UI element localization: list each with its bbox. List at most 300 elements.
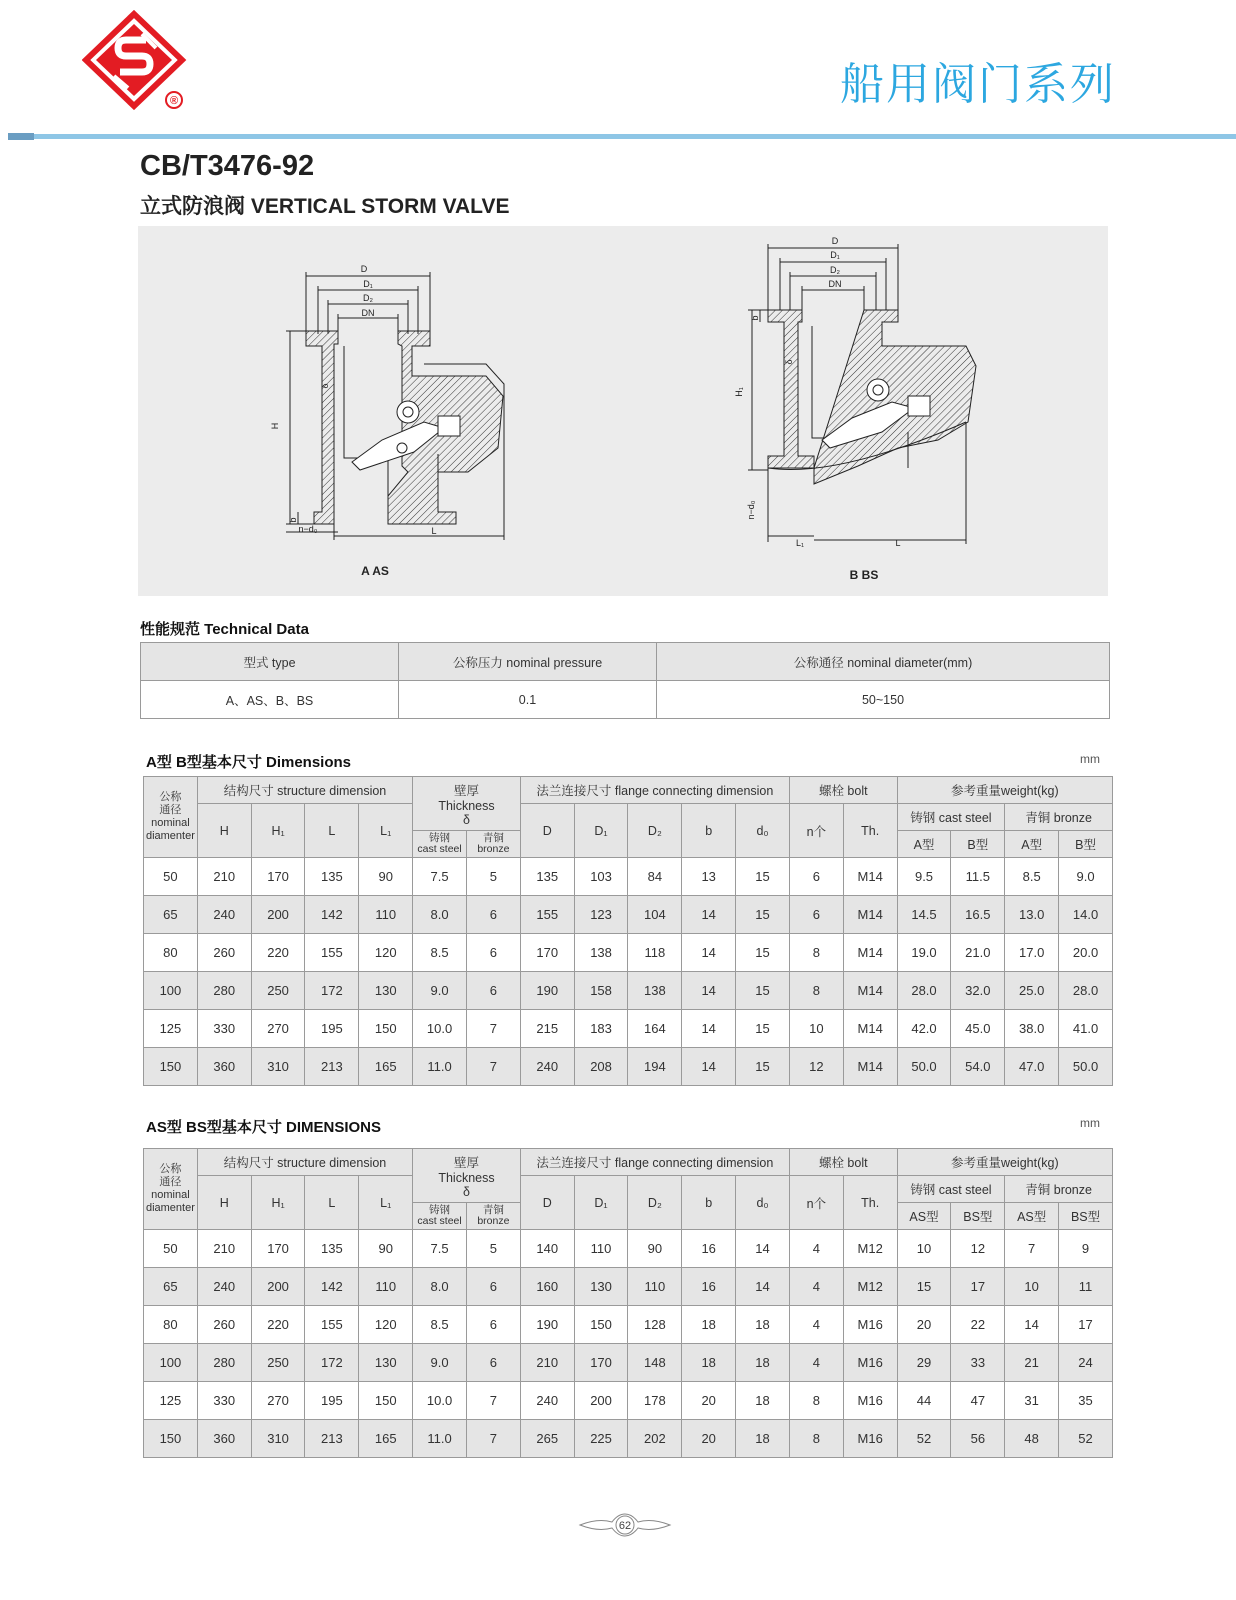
table-cell: 215 — [520, 1010, 574, 1048]
table-cell: 194 — [628, 1048, 682, 1086]
header-d0: d₀ — [736, 1176, 790, 1230]
table-cell: 110 — [359, 896, 413, 934]
header-h: H — [197, 1176, 251, 1230]
table-cell: 15 — [897, 1268, 951, 1306]
table-cell: 6 — [466, 1344, 520, 1382]
table-row — [144, 858, 1113, 896]
table-cell: 20 — [682, 1420, 736, 1458]
header-thickness-cast: 铸钢 cast steel — [413, 1203, 467, 1230]
header-bronze: 青铜 bronze — [1005, 1176, 1113, 1203]
drawing-caption-a-as: A AS — [361, 564, 389, 578]
table-cell: 21 — [1005, 1344, 1059, 1382]
table-cell: 18 — [682, 1306, 736, 1344]
page-number-ornament — [578, 1512, 672, 1538]
table-cell: 138 — [574, 934, 628, 972]
header-d1: D₁ — [574, 1176, 628, 1230]
table-cell: 8.5 — [413, 1306, 467, 1344]
table-cell: 13.0 — [1005, 896, 1059, 934]
table-cell: 142 — [305, 896, 359, 934]
table-cell: M14 — [843, 896, 897, 934]
table-cell: 240 — [520, 1382, 574, 1420]
tech-cell-diameter: 50~150 — [657, 681, 1110, 719]
table-cell: 7 — [466, 1010, 520, 1048]
tech-cell-type: A、AS、B、BS — [141, 681, 399, 719]
table-cell: 100 — [144, 1344, 198, 1382]
table-cell: 54.0 — [951, 1048, 1005, 1086]
header-th: Th. — [843, 1176, 897, 1230]
table-cell: 56 — [951, 1420, 1005, 1458]
series-title: 船用阀门系列 — [840, 59, 1116, 110]
header-h1: H₁ — [251, 1176, 305, 1230]
label-b-right: b — [750, 315, 760, 321]
table-cell: 48 — [1005, 1420, 1059, 1458]
table-cell: 164 — [628, 1010, 682, 1048]
table-cell: M14 — [843, 1010, 897, 1048]
table-cell: 18 — [736, 1420, 790, 1458]
header-l1: L₁ — [359, 804, 413, 858]
header-cast-steel: 铸钢 cast steel — [897, 804, 1005, 831]
table-row — [144, 1268, 1113, 1306]
dims-as-body — [144, 1230, 1113, 1458]
table-cell: 65 — [144, 896, 198, 934]
table-cell: 20.0 — [1059, 934, 1113, 972]
table-cell: 44 — [897, 1382, 951, 1420]
table-cell: 20 — [682, 1382, 736, 1420]
table-cell: 14 — [682, 1010, 736, 1048]
table-cell: 110 — [574, 1230, 628, 1268]
table-cell: 130 — [359, 972, 413, 1010]
table-cell: 6 — [466, 1306, 520, 1344]
table-cell: 125 — [144, 1382, 198, 1420]
table-cell: 155 — [520, 896, 574, 934]
table-cell: 9.5 — [897, 858, 951, 896]
header-th: Th. — [843, 804, 897, 858]
table-cell: 260 — [197, 1306, 251, 1344]
table-cell: 29 — [897, 1344, 951, 1382]
label-l-right: L — [895, 538, 901, 548]
table-row — [144, 896, 1113, 934]
table-cell: 130 — [574, 1268, 628, 1306]
table-cell: 165 — [359, 1420, 413, 1458]
table-cell: 10 — [897, 1230, 951, 1268]
table-cell: 14 — [736, 1268, 790, 1306]
table-cell: M12 — [843, 1268, 897, 1306]
header-cast-steel: 铸钢 cast steel — [897, 1176, 1005, 1203]
table-cell: 165 — [359, 1048, 413, 1086]
table-cell: 90 — [628, 1230, 682, 1268]
table-cell: 9 — [1059, 1230, 1113, 1268]
table-cell: 5 — [466, 1230, 520, 1268]
table-cell: 240 — [197, 896, 251, 934]
table-cell: 41.0 — [1059, 1010, 1113, 1048]
header-l: L — [305, 804, 359, 858]
table-cell: 16.5 — [951, 896, 1005, 934]
table-cell: 123 — [574, 896, 628, 934]
table-cell: 9.0 — [413, 1344, 467, 1382]
dims-as-title: AS型 BS型基本尺寸 DIMENSIONS — [146, 1119, 382, 1136]
table-row — [144, 1420, 1113, 1458]
table-cell: 240 — [197, 1268, 251, 1306]
page-number: 62 — [618, 1520, 632, 1532]
table-cell: 210 — [520, 1344, 574, 1382]
table-cell: 16 — [682, 1230, 736, 1268]
table-row — [144, 1230, 1113, 1268]
table-cell: M16 — [843, 1306, 897, 1344]
table-cell: 270 — [251, 1010, 305, 1048]
table-row — [144, 1048, 1113, 1086]
table-cell: 12 — [789, 1048, 843, 1086]
table-cell: 104 — [628, 896, 682, 934]
table-cell: 138 — [628, 972, 682, 1010]
header-b: b — [682, 1176, 736, 1230]
table-cell: M16 — [843, 1420, 897, 1458]
header-bolt: 螺栓 bolt — [789, 1149, 897, 1176]
header-weight-a-bronze: A型 — [1005, 831, 1059, 858]
header-b: b — [682, 804, 736, 858]
table-cell: 280 — [197, 1344, 251, 1382]
label-nd0-right: n−d₀ — [746, 500, 756, 520]
table-cell: 47.0 — [1005, 1048, 1059, 1086]
dims-as-table — [143, 1148, 1113, 1458]
table-cell: 9.0 — [1059, 858, 1113, 896]
table-cell: 270 — [251, 1382, 305, 1420]
header-l: L — [305, 1176, 359, 1230]
table-cell: M14 — [843, 858, 897, 896]
table-cell: 8 — [789, 972, 843, 1010]
header-thickness-bronze: 青铜 bronze — [466, 831, 520, 858]
table-cell: 17 — [1059, 1306, 1113, 1344]
table-cell: 170 — [574, 1344, 628, 1382]
header-weight-bs-bronze: BS型 — [1059, 1203, 1113, 1230]
table-cell: 10 — [789, 1010, 843, 1048]
table-cell: 45.0 — [951, 1010, 1005, 1048]
table-cell: 103 — [574, 858, 628, 896]
table-cell: 250 — [251, 972, 305, 1010]
table-cell: 17.0 — [1005, 934, 1059, 972]
table-cell: 4 — [789, 1344, 843, 1382]
header-d: D — [520, 1176, 574, 1230]
label-dn-right: DN — [828, 279, 842, 289]
header-d2: D₂ — [628, 1176, 682, 1230]
table-cell: 208 — [574, 1048, 628, 1086]
table-cell: 220 — [251, 934, 305, 972]
table-cell: M14 — [843, 934, 897, 972]
table-cell: 155 — [305, 1306, 359, 1344]
table-cell: 24 — [1059, 1344, 1113, 1382]
drawing-a-as — [286, 272, 504, 540]
table-cell: 200 — [574, 1382, 628, 1420]
table-cell: 7 — [1005, 1230, 1059, 1268]
table-cell: 172 — [305, 972, 359, 1010]
header-divider-accent — [8, 133, 34, 140]
table-cell: M14 — [843, 972, 897, 1010]
table-cell: 21.0 — [951, 934, 1005, 972]
table-cell: 35 — [1059, 1382, 1113, 1420]
table-cell: 202 — [628, 1420, 682, 1458]
header-weight-a-cast: A型 — [897, 831, 951, 858]
header-structure: 结构尺寸 structure dimension — [197, 1149, 412, 1176]
company-logo — [82, 10, 192, 114]
table-cell: 6 — [789, 858, 843, 896]
header-thickness: 壁厚 Thickness δ — [413, 1149, 521, 1203]
table-cell: 200 — [251, 1268, 305, 1306]
table-cell: 7 — [466, 1420, 520, 1458]
table-cell: 50.0 — [1059, 1048, 1113, 1086]
header-bolt: 螺栓 bolt — [789, 777, 897, 804]
table-cell: 265 — [520, 1420, 574, 1458]
table-cell: 100 — [144, 972, 198, 1010]
table-cell: 110 — [359, 1268, 413, 1306]
table-cell: 80 — [144, 934, 198, 972]
header-flange: 法兰连接尺寸 flange connecting dimension — [520, 777, 789, 804]
drawing-b-bs — [748, 244, 976, 544]
tech-cell-pressure: 0.1 — [399, 681, 657, 719]
table-cell: 11.0 — [413, 1048, 467, 1086]
table-cell: 18 — [736, 1382, 790, 1420]
table-cell: 13 — [682, 858, 736, 896]
table-cell: 330 — [197, 1010, 251, 1048]
table-cell: 6 — [466, 972, 520, 1010]
table-cell: 8.0 — [413, 1268, 467, 1306]
table-cell: 4 — [789, 1230, 843, 1268]
table-row — [144, 1344, 1113, 1382]
table-cell: 8 — [789, 1420, 843, 1458]
label-d2-right: D₂ — [830, 265, 840, 275]
table-cell: 16 — [682, 1268, 736, 1306]
table-cell: 18 — [682, 1344, 736, 1382]
header-h: H — [197, 804, 251, 858]
dims-a-table — [143, 776, 1113, 1086]
label-b-left: b — [288, 517, 298, 523]
table-cell: 28.0 — [1059, 972, 1113, 1010]
tech-data-row — [141, 681, 1110, 719]
header-d1: D₁ — [574, 804, 628, 858]
table-cell: 80 — [144, 1306, 198, 1344]
table-cell: 8 — [789, 1382, 843, 1420]
table-cell: 25.0 — [1005, 972, 1059, 1010]
table-cell: 240 — [520, 1048, 574, 1086]
header-l1: L₁ — [359, 1176, 413, 1230]
dims-as-unit: mm — [1080, 1116, 1100, 1130]
table-cell: 135 — [305, 858, 359, 896]
label-d1-right: D₁ — [830, 250, 840, 260]
header-thickness-bronze: 青铜 bronze — [466, 1203, 520, 1230]
table-cell: 19.0 — [897, 934, 951, 972]
table-cell: 160 — [520, 1268, 574, 1306]
header-flange: 法兰连接尺寸 flange connecting dimension — [520, 1149, 789, 1176]
product-title: 立式防浪阀 VERTICAL STORM VALVE — [140, 195, 510, 218]
table-cell: 213 — [305, 1420, 359, 1458]
table-cell: 310 — [251, 1048, 305, 1086]
table-cell: 50.0 — [897, 1048, 951, 1086]
table-cell: 128 — [628, 1306, 682, 1344]
label-nd0-left: n−d₀ — [298, 524, 318, 534]
label-l-left: L — [431, 526, 437, 536]
table-cell: 38.0 — [1005, 1010, 1059, 1048]
table-cell: 5 — [466, 858, 520, 896]
table-cell: 150 — [144, 1420, 198, 1458]
label-d-left: D — [360, 264, 368, 274]
table-cell: 6 — [466, 896, 520, 934]
table-cell: 6 — [789, 896, 843, 934]
table-cell: 155 — [305, 934, 359, 972]
table-cell: 15 — [736, 972, 790, 1010]
table-cell: 178 — [628, 1382, 682, 1420]
table-cell: 15 — [736, 1010, 790, 1048]
table-cell: 150 — [574, 1306, 628, 1344]
table-cell: 10.0 — [413, 1010, 467, 1048]
label-delta-left: δ — [320, 383, 330, 389]
header-d2: D₂ — [628, 804, 682, 858]
table-cell: 210 — [197, 1230, 251, 1268]
header-d0: d₀ — [736, 804, 790, 858]
table-cell: 17 — [951, 1268, 1005, 1306]
table-cell: 52 — [897, 1420, 951, 1458]
table-cell: 8.5 — [413, 934, 467, 972]
table-cell: 20 — [897, 1306, 951, 1344]
table-cell: 360 — [197, 1048, 251, 1086]
table-row — [144, 972, 1113, 1010]
tech-data-table — [140, 642, 1110, 719]
table-cell: 135 — [305, 1230, 359, 1268]
header-weight-b-bronze: B型 — [1059, 831, 1113, 858]
header-weight: 参考重量weight(kg) — [897, 1149, 1112, 1176]
table-cell: 170 — [251, 1230, 305, 1268]
table-cell: 158 — [574, 972, 628, 1010]
table-cell: 84 — [628, 858, 682, 896]
table-cell: 4 — [789, 1306, 843, 1344]
label-d-right: D — [831, 236, 839, 246]
header-divider — [8, 134, 1236, 139]
table-cell: 195 — [305, 1010, 359, 1048]
table-cell: 130 — [359, 1344, 413, 1382]
table-cell: 148 — [628, 1344, 682, 1382]
table-cell: 15 — [736, 858, 790, 896]
table-cell: 118 — [628, 934, 682, 972]
header-weight: 参考重量weight(kg) — [897, 777, 1112, 804]
table-cell: 14 — [1005, 1306, 1059, 1344]
header-bronze: 青铜 bronze — [1005, 804, 1113, 831]
table-cell: M14 — [843, 1048, 897, 1086]
tech-header-type: 型式 type — [141, 643, 399, 681]
table-cell: 172 — [305, 1344, 359, 1382]
tech-header-diameter: 公称通径 nominal diameter(mm) — [657, 643, 1110, 681]
table-cell: 8.0 — [413, 896, 467, 934]
table-cell: 4 — [789, 1268, 843, 1306]
table-cell: 11 — [1059, 1268, 1113, 1306]
table-cell: 310 — [251, 1420, 305, 1458]
table-cell: 10.0 — [413, 1382, 467, 1420]
header-weight-bs-cast: BS型 — [951, 1203, 1005, 1230]
table-row — [144, 934, 1113, 972]
table-cell: 90 — [359, 858, 413, 896]
table-cell: 11.5 — [951, 858, 1005, 896]
table-cell: 12 — [951, 1230, 1005, 1268]
header-thickness-cast: 铸钢 cast steel — [413, 831, 467, 858]
table-cell: 213 — [305, 1048, 359, 1086]
table-cell: 9.0 — [413, 972, 467, 1010]
table-cell: 250 — [251, 1344, 305, 1382]
table-row — [144, 1010, 1113, 1048]
table-cell: 6 — [466, 934, 520, 972]
label-h1-right: H₁ — [734, 387, 744, 397]
header-nominal: 公称 通径 nominal diamenter — [144, 1149, 198, 1230]
label-d1-left: D₁ — [363, 279, 373, 289]
table-cell: 150 — [359, 1010, 413, 1048]
table-cell: 330 — [197, 1382, 251, 1420]
table-cell: 52 — [1059, 1420, 1113, 1458]
header-n: n个 — [789, 1176, 843, 1230]
registered-mark: ® — [169, 95, 179, 107]
dims-a-unit: mm — [1080, 752, 1100, 766]
table-row — [144, 1382, 1113, 1420]
table-cell: 210 — [197, 858, 251, 896]
table-cell: 7 — [466, 1048, 520, 1086]
table-cell: 14.0 — [1059, 896, 1113, 934]
table-cell: 360 — [197, 1420, 251, 1458]
table-cell: 142 — [305, 1268, 359, 1306]
header-d: D — [520, 804, 574, 858]
table-cell: 140 — [520, 1230, 574, 1268]
label-dn-left: DN — [361, 308, 375, 318]
table-cell: 14 — [682, 896, 736, 934]
table-cell: 31 — [1005, 1382, 1059, 1420]
table-cell: 14.5 — [897, 896, 951, 934]
table-cell: 170 — [520, 934, 574, 972]
table-cell: 14 — [736, 1230, 790, 1268]
table-cell: 18 — [736, 1306, 790, 1344]
table-cell: 150 — [359, 1382, 413, 1420]
header-nominal: 公称 通径 nominal diamenter — [144, 777, 198, 858]
table-cell: 7.5 — [413, 858, 467, 896]
table-cell: 183 — [574, 1010, 628, 1048]
table-cell: 42.0 — [897, 1010, 951, 1048]
table-cell: 110 — [628, 1268, 682, 1306]
header-weight-as-cast: AS型 — [897, 1203, 951, 1230]
table-cell: 225 — [574, 1420, 628, 1458]
table-cell: 90 — [359, 1230, 413, 1268]
table-cell: 32.0 — [951, 972, 1005, 1010]
table-cell: 195 — [305, 1382, 359, 1420]
table-cell: 8 — [789, 934, 843, 972]
table-cell: 28.0 — [897, 972, 951, 1010]
table-cell: 47 — [951, 1382, 1005, 1420]
header-n: n个 — [789, 804, 843, 858]
dims-a-body — [144, 858, 1113, 1086]
drawing-caption-b-bs: B BS — [849, 568, 879, 582]
table-cell: 170 — [251, 858, 305, 896]
table-cell: 7.5 — [413, 1230, 467, 1268]
table-cell: 50 — [144, 1230, 198, 1268]
table-cell: 15 — [736, 934, 790, 972]
table-cell: 150 — [144, 1048, 198, 1086]
table-cell: 125 — [144, 1010, 198, 1048]
tech-header-pressure: 公称压力 nominal pressure — [399, 643, 657, 681]
table-cell: 190 — [520, 1306, 574, 1344]
table-cell: 260 — [197, 934, 251, 972]
table-cell: 120 — [359, 934, 413, 972]
table-row — [144, 1306, 1113, 1344]
header-thickness: 壁厚 Thickness δ — [413, 777, 521, 831]
table-cell: 10 — [1005, 1268, 1059, 1306]
table-cell: 11.0 — [413, 1420, 467, 1458]
table-cell: 14 — [682, 934, 736, 972]
header-structure: 结构尺寸 structure dimension — [197, 777, 412, 804]
label-d2-left: D₂ — [363, 293, 373, 303]
table-cell: 14 — [682, 1048, 736, 1086]
dims-a-title: A型 B型基本尺寸 Dimensions — [146, 754, 352, 771]
tech-data-header-row — [141, 643, 1110, 681]
